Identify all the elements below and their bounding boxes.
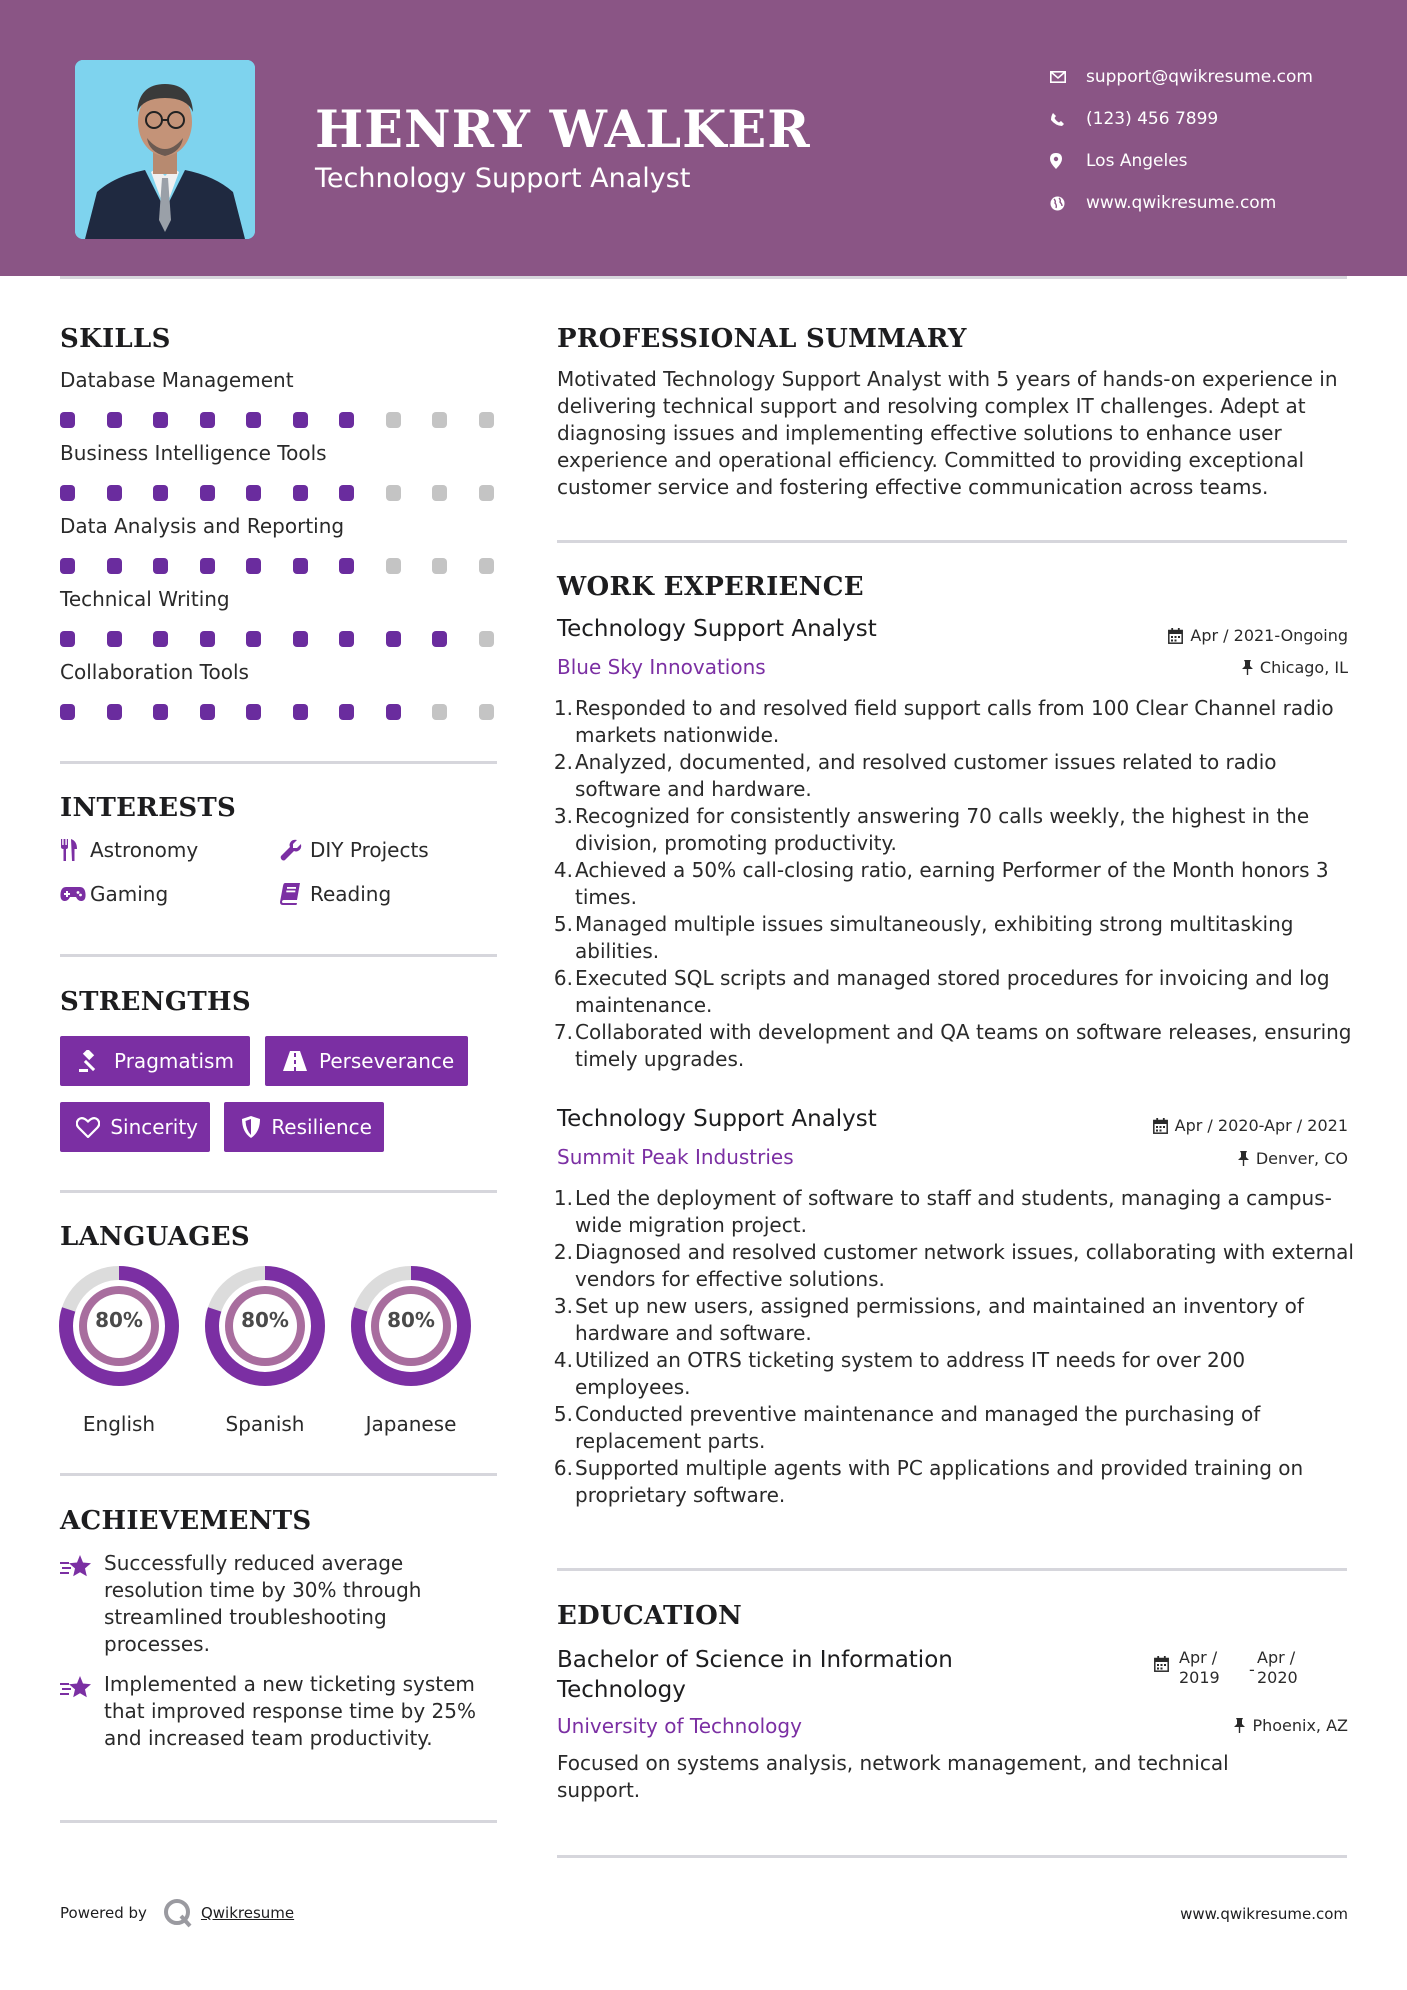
- skill-dot-filled: [200, 704, 215, 720]
- skill-dot-filled: [60, 631, 75, 647]
- shield-icon: [236, 1116, 265, 1138]
- responsibility-item: 1. Led the deployment of software to staff and students, managing a campus-wide migration project.: [553, 1186, 1332, 1237]
- skill-dot-filled: [107, 558, 122, 574]
- strength-badge: [224, 1102, 384, 1152]
- skills-divider: [60, 761, 497, 764]
- contact-website[interactable]: [1050, 182, 1313, 224]
- job-location: [1238, 1149, 1348, 1168]
- job-location-text: Denver, CO: [1255, 1149, 1348, 1168]
- job-dates-text: Apr / 2021-Ongoing: [1190, 626, 1348, 645]
- skill-dot-filled: [107, 485, 122, 501]
- skill-item: [60, 660, 500, 684]
- calendar-icon: [1168, 628, 1183, 644]
- interest-label: Reading: [310, 882, 392, 906]
- language-percent: 80%: [95, 1308, 143, 1332]
- phone-icon: [1050, 112, 1086, 127]
- skill-dot-filled: [293, 412, 308, 428]
- job-location-text: Chicago, IL: [1259, 658, 1348, 677]
- achievements-divider: [60, 1820, 497, 1823]
- skill-name: Database Management: [60, 368, 294, 392]
- map-pin-icon: [1050, 153, 1086, 169]
- achievement-text: Successfully reduced average resolution time by 30% through streamlined troubleshooting processes.: [104, 1551, 422, 1656]
- contact-location-text: Los Angeles: [1086, 151, 1188, 171]
- skill-dot-filled: [246, 631, 261, 647]
- skill-item: [60, 441, 500, 465]
- skill-dot-empty: [432, 558, 447, 574]
- skill-dot-empty: [479, 704, 494, 720]
- achievement-item: [60, 1550, 500, 1658]
- skill-item: [60, 587, 500, 611]
- skill-dot-filled: [293, 631, 308, 647]
- skill-name: Business Intelligence Tools: [60, 441, 327, 465]
- candidate-title: Technology Support Analyst: [315, 163, 691, 194]
- skill-dot-empty: [432, 412, 447, 428]
- interest-label: DIY Projects: [310, 838, 429, 862]
- job-location: [1242, 658, 1348, 677]
- globe-icon: [1050, 196, 1086, 211]
- skill-dot-filled: [246, 412, 261, 428]
- experience-heading: WORK EXPERIENCE: [557, 572, 864, 602]
- strength-label: Resilience: [271, 1115, 372, 1139]
- skill-dot-filled: [339, 412, 354, 428]
- skill-dot-filled: [339, 631, 354, 647]
- skill-dot-filled: [107, 704, 122, 720]
- gavel-icon: [72, 1050, 108, 1072]
- pushpin-icon: [1238, 1151, 1249, 1166]
- responsibility-item: 4. Utilized an OTRS ticketing system to address IT needs for over 200 employees.: [553, 1348, 1246, 1399]
- responsibility-item: 3. Recognized for consistently answering 70 calls weekly, the highest in the division, promoting productivity.: [553, 804, 1310, 855]
- contact-email[interactable]: [1050, 56, 1313, 98]
- skill-dot-empty: [386, 485, 401, 501]
- envelope-icon: [1050, 71, 1086, 83]
- wrench-icon: [280, 839, 310, 861]
- skill-dot-filled: [60, 485, 75, 501]
- education-description: Focused on systems analysis, network management, and technical support.: [557, 1751, 1229, 1802]
- header-divider: [60, 276, 1347, 279]
- skill-dot-filled: [386, 704, 401, 720]
- language-item: [57, 1264, 181, 1436]
- skill-dot-empty: [479, 485, 494, 501]
- strength-badge: [265, 1036, 468, 1086]
- education-date-separator: -: [1249, 1660, 1255, 1679]
- skill-rating: [60, 631, 500, 647]
- language-name: English: [82, 1412, 156, 1436]
- skill-dot-filled: [246, 485, 261, 501]
- language-percent: 80%: [241, 1308, 289, 1332]
- contact-location: [1050, 140, 1313, 182]
- candidate-name: HENRY WALKER: [315, 100, 811, 160]
- skill-dot-filled: [293, 704, 308, 720]
- profile-photo: [75, 60, 255, 239]
- calendar-icon: [1154, 1648, 1179, 1688]
- shooting-star-icon: [60, 1550, 104, 1658]
- strength-label: Sincerity: [110, 1115, 198, 1139]
- experience-divider: [557, 1568, 1347, 1571]
- skill-dot-empty: [386, 412, 401, 428]
- interest-label: Gaming: [90, 882, 169, 906]
- responsibility-item: 6. Supported multiple agents with PC applications and provided training on proprietary software.: [553, 1456, 1304, 1507]
- skill-dot-filled: [153, 704, 168, 720]
- skill-dot-filled: [60, 704, 75, 720]
- responsibility-item: 2. Diagnosed and resolved customer network issues, collaborating with external vendors for effective solutions.: [553, 1240, 1354, 1291]
- education-divider: [557, 1855, 1347, 1858]
- skill-dot-filled: [339, 704, 354, 720]
- job-dates: [1168, 626, 1348, 645]
- utensils-icon: [60, 839, 90, 861]
- responsibility-item: 4. Achieved a 50% call-closing ratio, earning Performer of the Month honors 3 times.: [553, 858, 1329, 909]
- skill-dot-filled: [107, 631, 122, 647]
- company-name: Summit Peak Industries: [557, 1145, 794, 1169]
- language-name: Japanese: [365, 1412, 457, 1436]
- road-icon: [277, 1051, 313, 1071]
- skill-name: Data Analysis and Reporting: [60, 514, 345, 538]
- strength-label: Pragmatism: [114, 1049, 234, 1073]
- skill-dot-empty: [386, 558, 401, 574]
- job-dates: [1153, 1116, 1348, 1135]
- skill-dot-filled: [200, 631, 215, 647]
- education-location-text: Phoenix, AZ: [1252, 1716, 1348, 1735]
- job-responsibilities: [553, 695, 1355, 1073]
- skill-dot-filled: [153, 412, 168, 428]
- job-title: Technology Support Analyst: [557, 616, 877, 642]
- qwikresume-link[interactable]: Qwikresume: [200, 1904, 295, 1922]
- pushpin-icon: [1234, 1718, 1245, 1733]
- skill-dot-filled: [200, 558, 215, 574]
- education-heading: EDUCATION: [557, 1601, 743, 1631]
- language-item: [203, 1264, 327, 1436]
- contact-email-text: support@qwikresume.com: [1086, 67, 1313, 87]
- skill-dot-filled: [153, 631, 168, 647]
- summary-heading: PROFESSIONAL SUMMARY: [557, 324, 967, 354]
- skill-dot-empty: [432, 704, 447, 720]
- heart-icon: [72, 1117, 104, 1138]
- skill-rating: [60, 704, 500, 720]
- education-end-date: Apr / 2020: [1257, 1648, 1298, 1687]
- job-title: Technology Support Analyst: [557, 1106, 877, 1132]
- powered-by-text: Powered by: [60, 1904, 147, 1922]
- skill-item: [60, 368, 500, 392]
- skill-dot-filled: [339, 558, 354, 574]
- footer-powered-by: [60, 1898, 294, 1928]
- book-icon: [280, 883, 310, 905]
- education-location: [1234, 1716, 1348, 1735]
- skill-dot-filled: [200, 412, 215, 428]
- contact-phone-text: (123) 456 7899: [1086, 109, 1219, 129]
- strength-badge: [60, 1036, 250, 1086]
- skill-dot-empty: [479, 558, 494, 574]
- skill-rating: [60, 558, 500, 574]
- pushpin-icon: [1242, 660, 1253, 675]
- strengths-heading: STRENGTHS: [60, 987, 251, 1017]
- skill-name: Technical Writing: [60, 587, 230, 611]
- skill-dot-filled: [432, 631, 447, 647]
- skill-dot-filled: [246, 704, 261, 720]
- responsibility-item: 5. Managed multiple issues simultaneously, exhibiting strong multitasking abilities.: [553, 912, 1294, 963]
- skill-dot-empty: [479, 412, 494, 428]
- skill-dot-filled: [293, 558, 308, 574]
- languages-heading: LANGUAGES: [60, 1222, 250, 1252]
- skill-dot-filled: [246, 558, 261, 574]
- calendar-icon: [1153, 1118, 1168, 1134]
- skill-dot-filled: [60, 558, 75, 574]
- education-school: University of Technology: [557, 1714, 802, 1738]
- languages-divider: [60, 1473, 497, 1476]
- interest-item: [60, 882, 168, 906]
- skill-dot-filled: [153, 485, 168, 501]
- language-item: [349, 1264, 473, 1436]
- interests-heading: INTERESTS: [60, 793, 237, 823]
- job-dates-text: Apr / 2020-Apr / 2021: [1174, 1116, 1348, 1135]
- skill-rating: [60, 485, 500, 501]
- language-percent: 80%: [387, 1308, 435, 1332]
- contact-list: [1050, 56, 1313, 224]
- interest-item: [280, 882, 391, 906]
- responsibility-item: 7. Collaborated with development and QA teams on software releases, ensuring timely upgrades.: [553, 1020, 1352, 1071]
- skill-dot-filled: [107, 412, 122, 428]
- achievement-text: Implemented a new ticketing system that improved response time by 25% and increased team productivity.: [104, 1672, 477, 1750]
- achievements-heading: ACHIEVEMENTS: [60, 1506, 312, 1536]
- skill-rating: [60, 412, 500, 428]
- responsibility-item: 1. Responded to and resolved field support calls from 100 Clear Channel radio markets nationwide.: [553, 696, 1334, 747]
- job-responsibilities: [553, 1185, 1355, 1509]
- interest-item: [60, 838, 198, 862]
- interest-item: [280, 838, 429, 862]
- summary-divider: [557, 540, 1347, 543]
- skill-item: [60, 514, 500, 538]
- skill-dot-filled: [200, 485, 215, 501]
- contact-website-text: www.qwikresume.com: [1086, 193, 1277, 213]
- strengths-divider: [60, 1190, 497, 1193]
- footer-website[interactable]: www.qwikresume.com: [1180, 1905, 1348, 1923]
- company-name: Blue Sky Innovations: [557, 655, 766, 679]
- shooting-star-icon: [60, 1671, 104, 1752]
- interests-divider: [60, 954, 497, 957]
- skill-dot-filled: [153, 558, 168, 574]
- responsibility-item: 3. Set up new users, assigned permissions, and maintained an inventory of hardware and software.: [553, 1294, 1304, 1345]
- achievement-item: [60, 1671, 500, 1752]
- responsibility-item: 6. Executed SQL scripts and managed stored procedures for invoicing and log maintenance.: [553, 966, 1330, 1017]
- skill-dot-empty: [479, 631, 494, 647]
- qwikresume-logo-icon: [163, 1898, 193, 1928]
- resume-header: [0, 0, 1407, 276]
- skills-heading: SKILLS: [60, 324, 171, 354]
- skill-dot-filled: [386, 631, 401, 647]
- gamepad-icon: [60, 886, 90, 902]
- education-start-date: Apr / 2019: [1179, 1648, 1220, 1687]
- strength-badge: [60, 1102, 210, 1152]
- responsibility-item: 5. Conducted preventive maintenance and managed the purchasing of replacement parts.: [553, 1402, 1261, 1453]
- skill-dot-filled: [339, 485, 354, 501]
- contact-phone[interactable]: [1050, 98, 1313, 140]
- responsibility-item: 2. Analyzed, documented, and resolved customer issues related to radio software and hardware.: [553, 750, 1277, 801]
- skill-name: Collaboration Tools: [60, 660, 249, 684]
- language-name: Spanish: [225, 1412, 305, 1436]
- education-dates: [1154, 1648, 1327, 1688]
- skill-dot-filled: [60, 412, 75, 428]
- skill-dot-empty: [432, 485, 447, 501]
- interest-label: Astronomy: [90, 838, 199, 862]
- education-degree: Bachelor of Science in Information Technology: [557, 1647, 953, 1703]
- strength-label: Perseverance: [319, 1049, 455, 1073]
- summary-text: Motivated Technology Support Analyst with 5 years of hands-on experience in delivering technical support and resolving complex IT challenges. Adept at diagnosing issues and implementing effective solutions to enhance user experience and operational efficiency. Committed to providing exceptional customer service and fostering effective communication across teams.: [557, 367, 1338, 499]
- skill-dot-filled: [293, 485, 308, 501]
